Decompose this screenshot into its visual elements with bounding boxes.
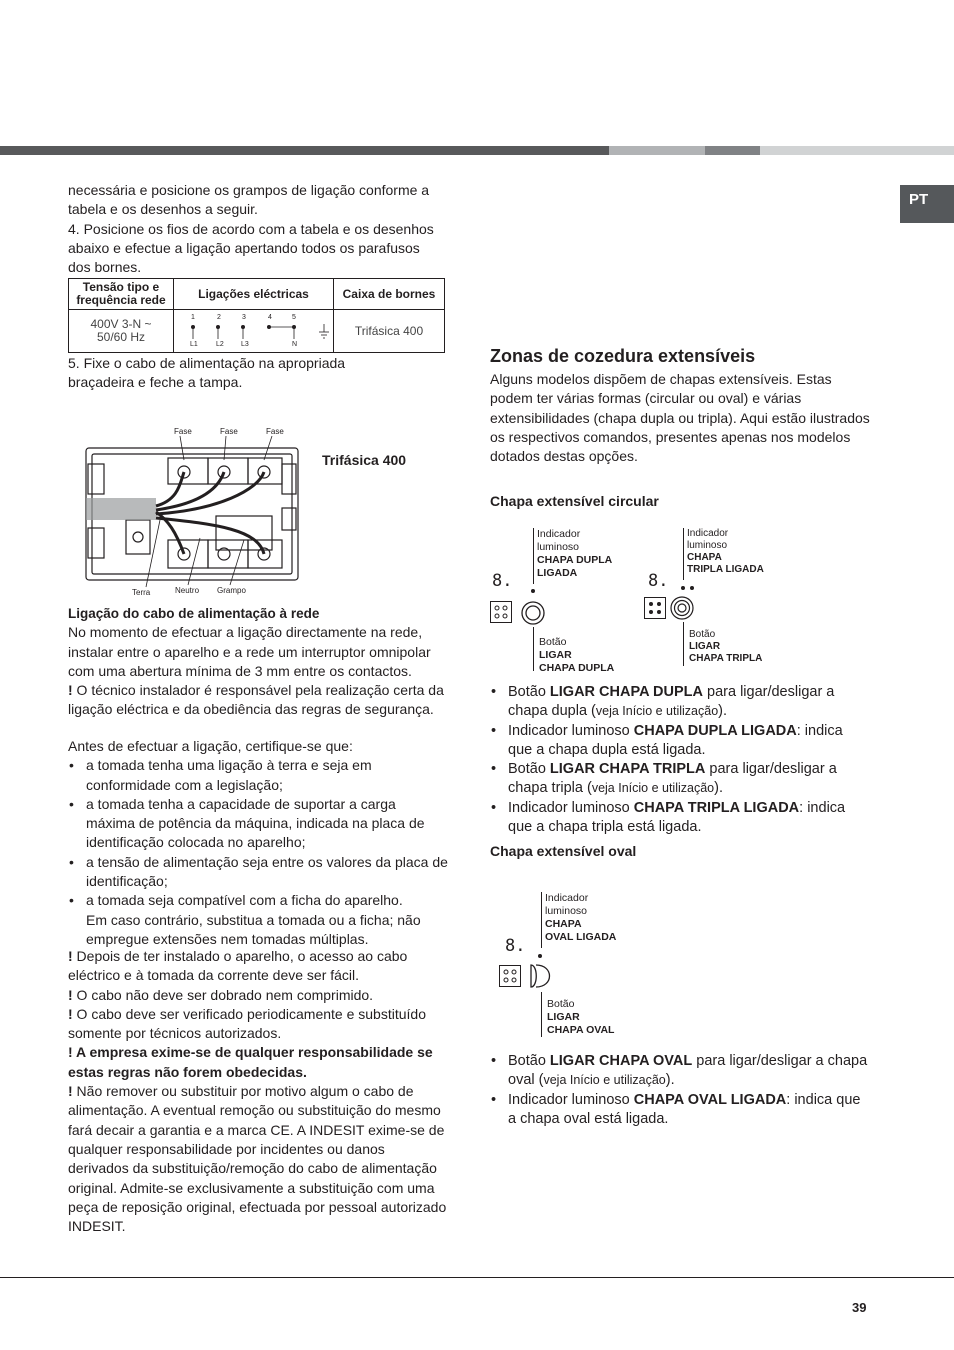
checklist-section [68,737,448,949]
header-bar-mid [705,146,760,155]
leader-line [533,627,534,671]
language-tab: PT [900,185,954,223]
step-5: 5. Fixe o cabo de alimentação na apropriada braçadeira e feche a tampa. [68,355,346,391]
fase-label: Fase [174,427,192,436]
terminal-number: 2 [216,313,221,321]
list-item: • Botão LIGAR CHAPA OVAL para ligar/desligar a chapa oval (veja Início e utilização). [490,1052,870,1091]
terminal-number: 4 [267,313,272,321]
list-item: • Indicador luminoso CHAPA TRIPLA LIGADA: indica que a chapa tripla está ligada. [490,799,870,838]
button-label-oval: Botão LIGAR CHAPA OVAL [547,998,615,1036]
table-header: Tensão tipo e frequência rede [69,279,174,310]
button-label-tripla: Botão LIGAR CHAPA TRIPLA [689,629,763,664]
indicator-dot-tripla [690,586,694,590]
spec-table [68,278,445,353]
oval-zone-button[interactable] [528,963,554,989]
terminal-box-diagram [68,420,318,600]
before-title: Antes de efectuar a ligação, certifique-se que: [68,738,353,754]
section-intro: Alguns modelos dispõem de chapas extensíveis. Estas podem ter várias formas (circular ou oval) e várias extensibilidades (chapa dupla ou tripla). Aqui estão ilustrados os respectivos comandos, presentes apenas nos modelos dotados destas opções. [490,371,870,465]
oval-bullets [490,1052,870,1129]
section-title: Zonas de cozedura extensíveis [490,346,756,366]
header-bar-light [609,146,705,155]
terminal-number: 1 [190,313,195,321]
table-header-row [69,279,445,310]
list-item: • a tomada tenha uma ligação à terra e seja em conformidade com a legislação; [68,756,448,795]
header-bar-dark [0,146,609,155]
leader-line [683,528,684,580]
leader-line [541,892,542,948]
terminal-number: 5 [291,313,296,321]
circular-bullets [490,683,870,837]
footer-rule [0,1277,954,1278]
hob-zones-icon [490,601,512,623]
page-number: 39 [852,1300,867,1315]
hob-zones-icon [499,965,521,987]
fase-label: Fase [220,427,238,436]
list-item: • Indicador luminoso CHAPA DUPLA LIGADA: indica que a chapa dupla está ligada. [490,722,870,761]
voltage-cell: 400V 3-N ~ 50/60 Hz [69,310,174,353]
leader-line [541,992,542,1037]
leader-line [683,622,684,666]
connection-text: No momento de efectuar a ligação directamente na rede, instalar entre o aparelho e a rede um interruptor omnipolar com uma abertura mínima de 3 mm entre os contactos. [68,624,431,679]
terminal-number: 3 [241,313,246,321]
neutro-label: Neutro [175,586,200,595]
oval-title: Chapa extensível oval [490,843,637,859]
terminal-wiring-diagram [179,312,329,348]
indicator-label-oval: Indicador luminoso CHAPA OVAL LIGADA [545,892,617,943]
list-item: • Botão LIGAR CHAPA DUPLA para ligar/desligar a chapa dupla (veja Início e utilização). [490,683,870,722]
button-label-dupla: Botão LIGAR CHAPA DUPLA [539,636,615,674]
terminal-name: N [291,340,297,348]
diagram-label: Trifásica 400 [322,452,407,468]
warning-2: ! O cabo não deve ser dobrado nem comprimido. [68,986,374,1003]
circular-title: Chapa extensível circular [490,493,659,509]
fase-label: Fase [266,427,284,436]
check-list [68,756,448,910]
list-item: • Indicador luminoso CHAPA OVAL LIGADA: indica que a chapa oval está ligada. [490,1091,870,1130]
indicator-dot-oval [538,954,542,958]
warnings-section [68,947,448,1236]
intro-text-1: necessária e posicione os grampos de ligação conforme a tabela e os desenhos a seguir. [68,182,430,218]
indicator-label-tripla: Indicador luminoso CHAPA TRIPLA LIGADA [687,528,764,575]
terra-label: Terra [132,588,151,597]
table-header: Caixa de bornes [334,279,445,310]
connection-section [68,604,448,720]
table-header: Ligações eléctricas [174,279,334,310]
list-item: • a tomada seja compatível com a ficha do aparelho. [68,891,448,910]
indicator-dot-dupla [531,589,535,593]
intro-text-2: 4. Posicione os fios de acordo com a tabela e os desenhos abaixo e efectue a ligação apertando todos os parafusos dos bornes. [68,220,434,276]
warning-3: ! O cabo deve ser verificado periodicamente e substituído somente por técnicos autorizados. [68,1005,426,1042]
connection-title: Ligação do cabo de alimentação à rede [68,606,320,621]
list-item: • a tensão de alimentação seja entre os valores da placa de identificação; [68,853,448,892]
display-digit: 8. [648,571,669,591]
warning-1: ! Depois de ter instalado o aparelho, o acesso ao cabo eléctrico e à tomada da corrente deve ser fácil. [68,948,408,984]
terminal-name: L1 [189,340,198,348]
tech-note: ! O técnico instalador é responsável pela realização certa da ligação eléctrica e da obediência das regras de segurança. [68,682,444,718]
display-digit: 8. [505,936,526,956]
check-extra: Em caso contrário, substitua a tomada ou a ficha; não empregue extensões nem tomadas múltiplas. [86,911,421,947]
list-item: • a tomada tenha a capacidade de suportar a carga máxima de potência da máquina, indicada na placa de identificação colocada no aparelho; [68,795,448,853]
leader-line [533,528,534,584]
intro-paragraph [68,181,446,277]
terminal-name: L3 [240,340,249,348]
indicator-label-dupla: Indicador luminoso CHAPA DUPLA LIGADA [537,528,613,579]
terminal-box-cell: Trifásica 400 [334,310,445,353]
list-item: • Botão LIGAR CHAPA TRIPLA para ligar/desligar a chapa tripla (veja Início e utilização). [490,760,870,799]
warning-4: ! A empresa exime-se de qualquer responsabilidade se estas regras não forem obedecidas. [68,1044,433,1080]
indicator-dot-tripla [681,586,685,590]
display-digit: 8. [492,571,513,591]
wiring-cell [174,310,334,353]
triple-zone-button[interactable] [670,596,694,620]
header-bar-pale [760,146,954,155]
grampo-label: Grampo [217,586,246,595]
terminal-name: L2 [215,340,224,348]
table-row [69,310,445,353]
warning-5: ! Não remover ou substituir por motivo algum o cabo de alimentação. A eventual remoção ou substituição do mesmo fará decair a garantia e a marca CE. A INDESIT exime-se de qualquer responsabilidade por incidentes ou danos derivados da substituição/remoção do cabo de alimentação original. Admite-se exclusivamente a substituição com uma peça de reposição original, efectuada por pessoal autorizado INDESIT. [68,1083,447,1235]
double-zone-button[interactable] [521,601,545,625]
hob-zones-icon [644,597,666,619]
